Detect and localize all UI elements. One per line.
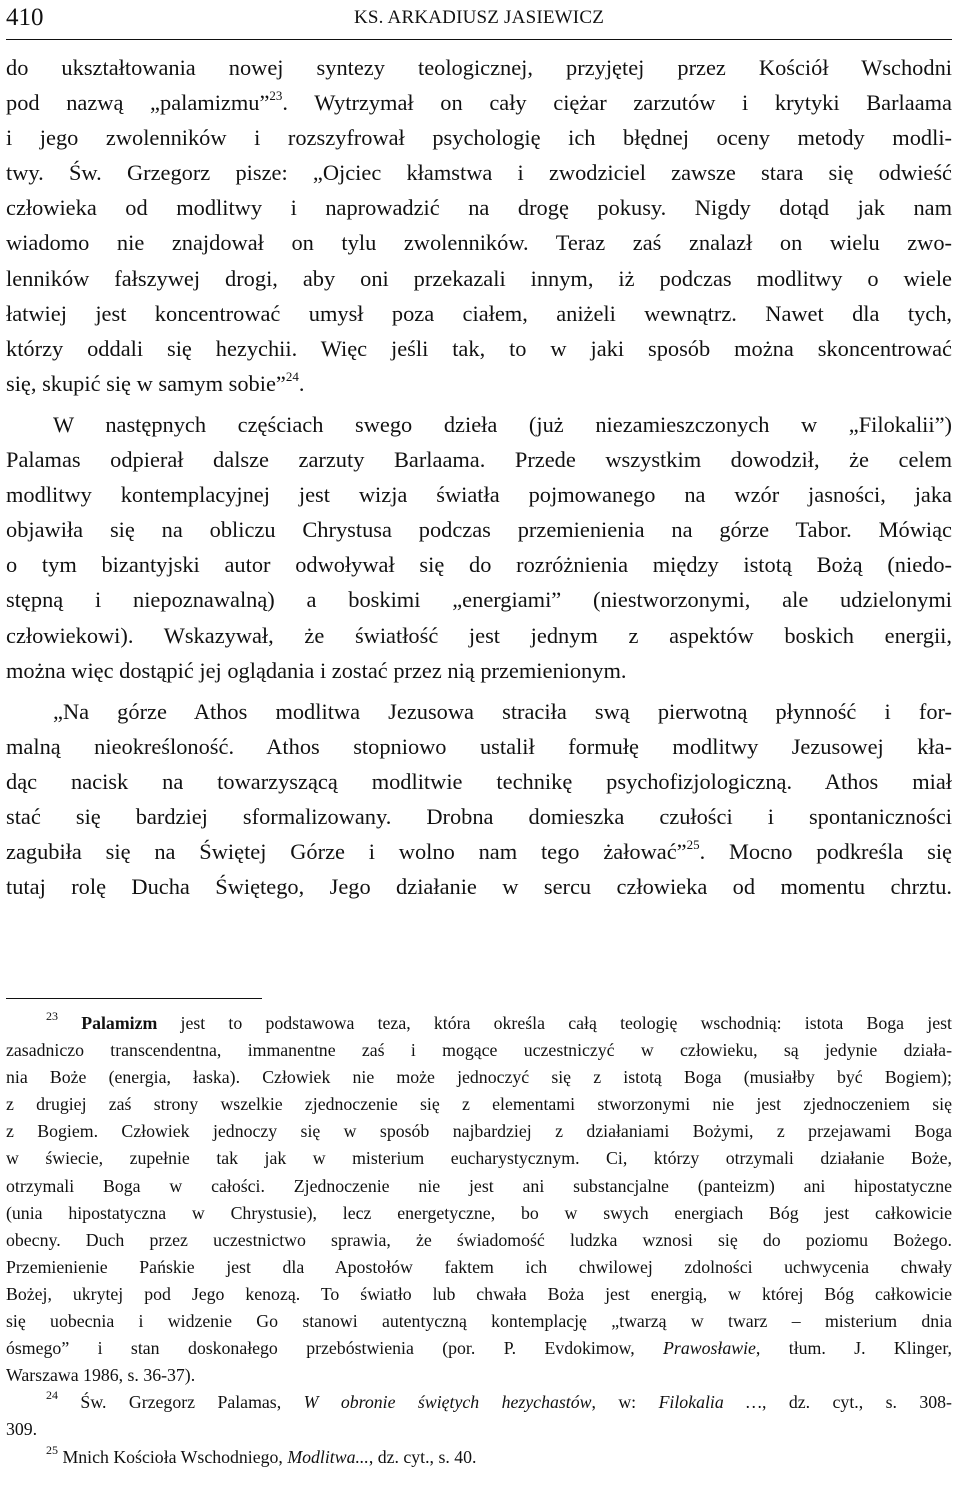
footnote-ref-24[interactable]: 24: [285, 368, 299, 384]
text-line: stępną i niepoznawalną) a boskimi „energiami” (niestworzonymi, ale udzielonymi: [6, 587, 952, 613]
footnote-24-line: $^{24}$ Św. Grzegorz Palamas, W obronie świętych hezychastów, w: Filokalia …, dz. cyt., s. 308-: [46, 1388, 952, 1413]
footnote-23-line: w świecie, zupełnie tak jak w misterium eucharystycznym. Ci, którzy otrzymali działanie Boże,: [6, 1148, 952, 1169]
text-line: się, skupić się w samym sobie”$^{24}$.: [6, 368, 305, 396]
text-line: W następnych częściach swego dzieła (już niezamieszczonych w „Filokalii”): [53, 411, 952, 437]
footnote-23-line: Warszawa 1986, s. 36-37).: [6, 1365, 196, 1386]
footnote-ref-25[interactable]: 25: [686, 837, 700, 853]
text-line: objawiła się na obliczu Chrystusa podczas przemienienia na górze Tabor. Mówiąc: [6, 517, 952, 543]
footnotes: [6, 1010, 952, 1471]
footnote-term: Palamizm: [81, 1013, 158, 1033]
running-head: KS. ARKADIUSZ JASIEWICZ: [353, 7, 605, 28]
footnote-ref-23[interactable]: 23: [269, 88, 283, 104]
text-line: pod nazwą „palamizmu”$^{23}$. Wytrzymał on cały ciężar zarzutów i krytyki Barlaama: [6, 88, 952, 116]
text-line: można więc dostąpić jej oglądania i zostać przez nią przemienionym.: [6, 657, 627, 683]
footnote-25-line: $^{25}$ Mnich Kościoła Wschodniego, Modlitwa..., dz. cyt., s. 40.: [46, 1442, 477, 1467]
text-line: wiadomo nie znajdował on tylu zwolenników. Teraz zaś znalazł on wielu zwo-: [6, 230, 952, 256]
footnote-23-line: zasadniczo transcendentna, immanentne zaś i mogące uczestniczyć w człowieku, są jedynie działa-: [6, 1040, 952, 1061]
footnote-number: 25: [46, 1442, 58, 1457]
text-line: zagubiła się na Świętej Górze i wolno nam tego żałować”$^{25}$. Mocno podkreśla się: [6, 837, 952, 865]
footnote-23-line: z Bogiem. Człowiek jednoczy się w sposób najbardziej z działaniami Bożymi, z przejawami Boga: [6, 1121, 952, 1142]
text-line: malną nieokreśloność. Athos stopniowo ustalił formułę modlitwy Jezusowej kła-: [6, 733, 952, 759]
text-line: tutaj rolę Ducha Świętego, Jego działanie w sercu człowieka od momentu chrztu.: [6, 874, 952, 900]
header-rule: [6, 39, 952, 40]
footnote-23-line: otrzymali Boga w całości. Zjednoczenie nie jest ani substancjalne (panteizm) ani hipostatyczne: [6, 1175, 952, 1196]
text-line: Palamas odpierał dalsze zarzuty Barlaama. Przede wszystkim dowodził, że celem: [6, 447, 952, 473]
text-line: do ukształtowania nowej syntezy teologicznej, przyjętej przez Kościół Wschodni: [6, 55, 952, 80]
footnote-23-line: ósmego” i stan doskonałego przebóstwienia (por. P. Evdokimow, Prawosławie, tłum. J. Klinger,: [6, 1338, 952, 1359]
footnote-separator: [6, 998, 262, 999]
text-line: stać się bardziej sformalizowany. Drobna domieszka czułości i spontaniczności: [6, 803, 952, 829]
footnote-23-line: $^{23}$ Palamizm jest to podstawowa teza, która określa całą teologię wschodnią: istota Boga jest: [46, 1009, 952, 1033]
body-text: [6, 50, 952, 904]
footnote-23-line: z drugiej zaś strony wszelkie zjednoczenie się z elementami stworzonymi nie jest zjednoczeniem się: [6, 1094, 952, 1115]
footnote-number: 24: [46, 1388, 58, 1403]
text-line: łatwiej jest koncentrować umysł poza ciałem, aniżeli wewnątrz. Nawet dla tych,: [6, 300, 952, 326]
text-line: dąc nacisk na towarzyszącą modlitwie technikę psychofizjologiczną. Athos miał: [6, 768, 952, 794]
footnote-23-line: nia Boże (energia, łaska). Człowiek nie może jednoczyć się z istotą Boga (musiałby być Bogiem);: [6, 1067, 952, 1088]
footnote-24-line: 309.: [6, 1419, 38, 1440]
footnote-number: 23: [46, 1009, 58, 1023]
page-number: 410: [6, 4, 44, 31]
footnote-23-line: obecny. Duch przez uczestnictwo sprawia, że świadomość ludzka wznosi się do poziomu Bożego.: [6, 1229, 952, 1250]
page-header: [6, 0, 952, 40]
text-line: „Na górze Athos modlitwa Jezusowa straciła swą pierwotną płynność i for-: [53, 698, 952, 724]
footnote-23-line: Przemienienie Pańskie jest dla Apostołów faktem ich chwilowej zdolności uchwycenia chwały: [6, 1256, 952, 1277]
text-line: lenników fałszywej drogi, aby oni przekazali innym, iż podczas modlitwy o wiele: [6, 265, 952, 291]
text-line: i jego zwolenników i rozszyfrował psychologię ich błędnej oceny metody modli-: [6, 125, 952, 151]
text-line: człowieka od modlitwy i naprowadzić na drogę pokusy. Nigdy dotąd jak nam: [6, 195, 952, 221]
text-line: człowiekowi). Wskazywał, że światłość jest jednym z aspektów boskich energii,: [6, 622, 952, 648]
footnote-23-line: Bożej, ukrytej pod Jego kenozą. To światło lub chwała Boża jest energią, w której Bóg całkowicie: [6, 1283, 952, 1304]
text-line: modlitwy kontemplacyjnej jest wizja światła pojmowanego na wzór jasności, jaka: [6, 482, 952, 508]
text-line: twy. Św. Grzegorz pisze: „Ojciec kłamstwa i zwodziciel zawsze stara się odwieść: [6, 160, 952, 186]
footnote-23-line: się uobecnia i widzenie Go stanowi autentyczną kontemplację „twarzą w twarz – misterium dnia: [6, 1311, 952, 1332]
footnote-23-line: (unia hipostatyczna w Chrystusie), lecz energetyczne, bo w swych energiach Bóg jest całkowicie: [6, 1202, 952, 1223]
text-line: którzy oddali się hezychii. Więc jeśli tak, to w jaki sposób można skoncentrować: [6, 335, 952, 361]
text-line: o tym bizantyjski autor odwoływał się do rozróżnienia między istotą Bożą (niedo-: [6, 552, 952, 578]
